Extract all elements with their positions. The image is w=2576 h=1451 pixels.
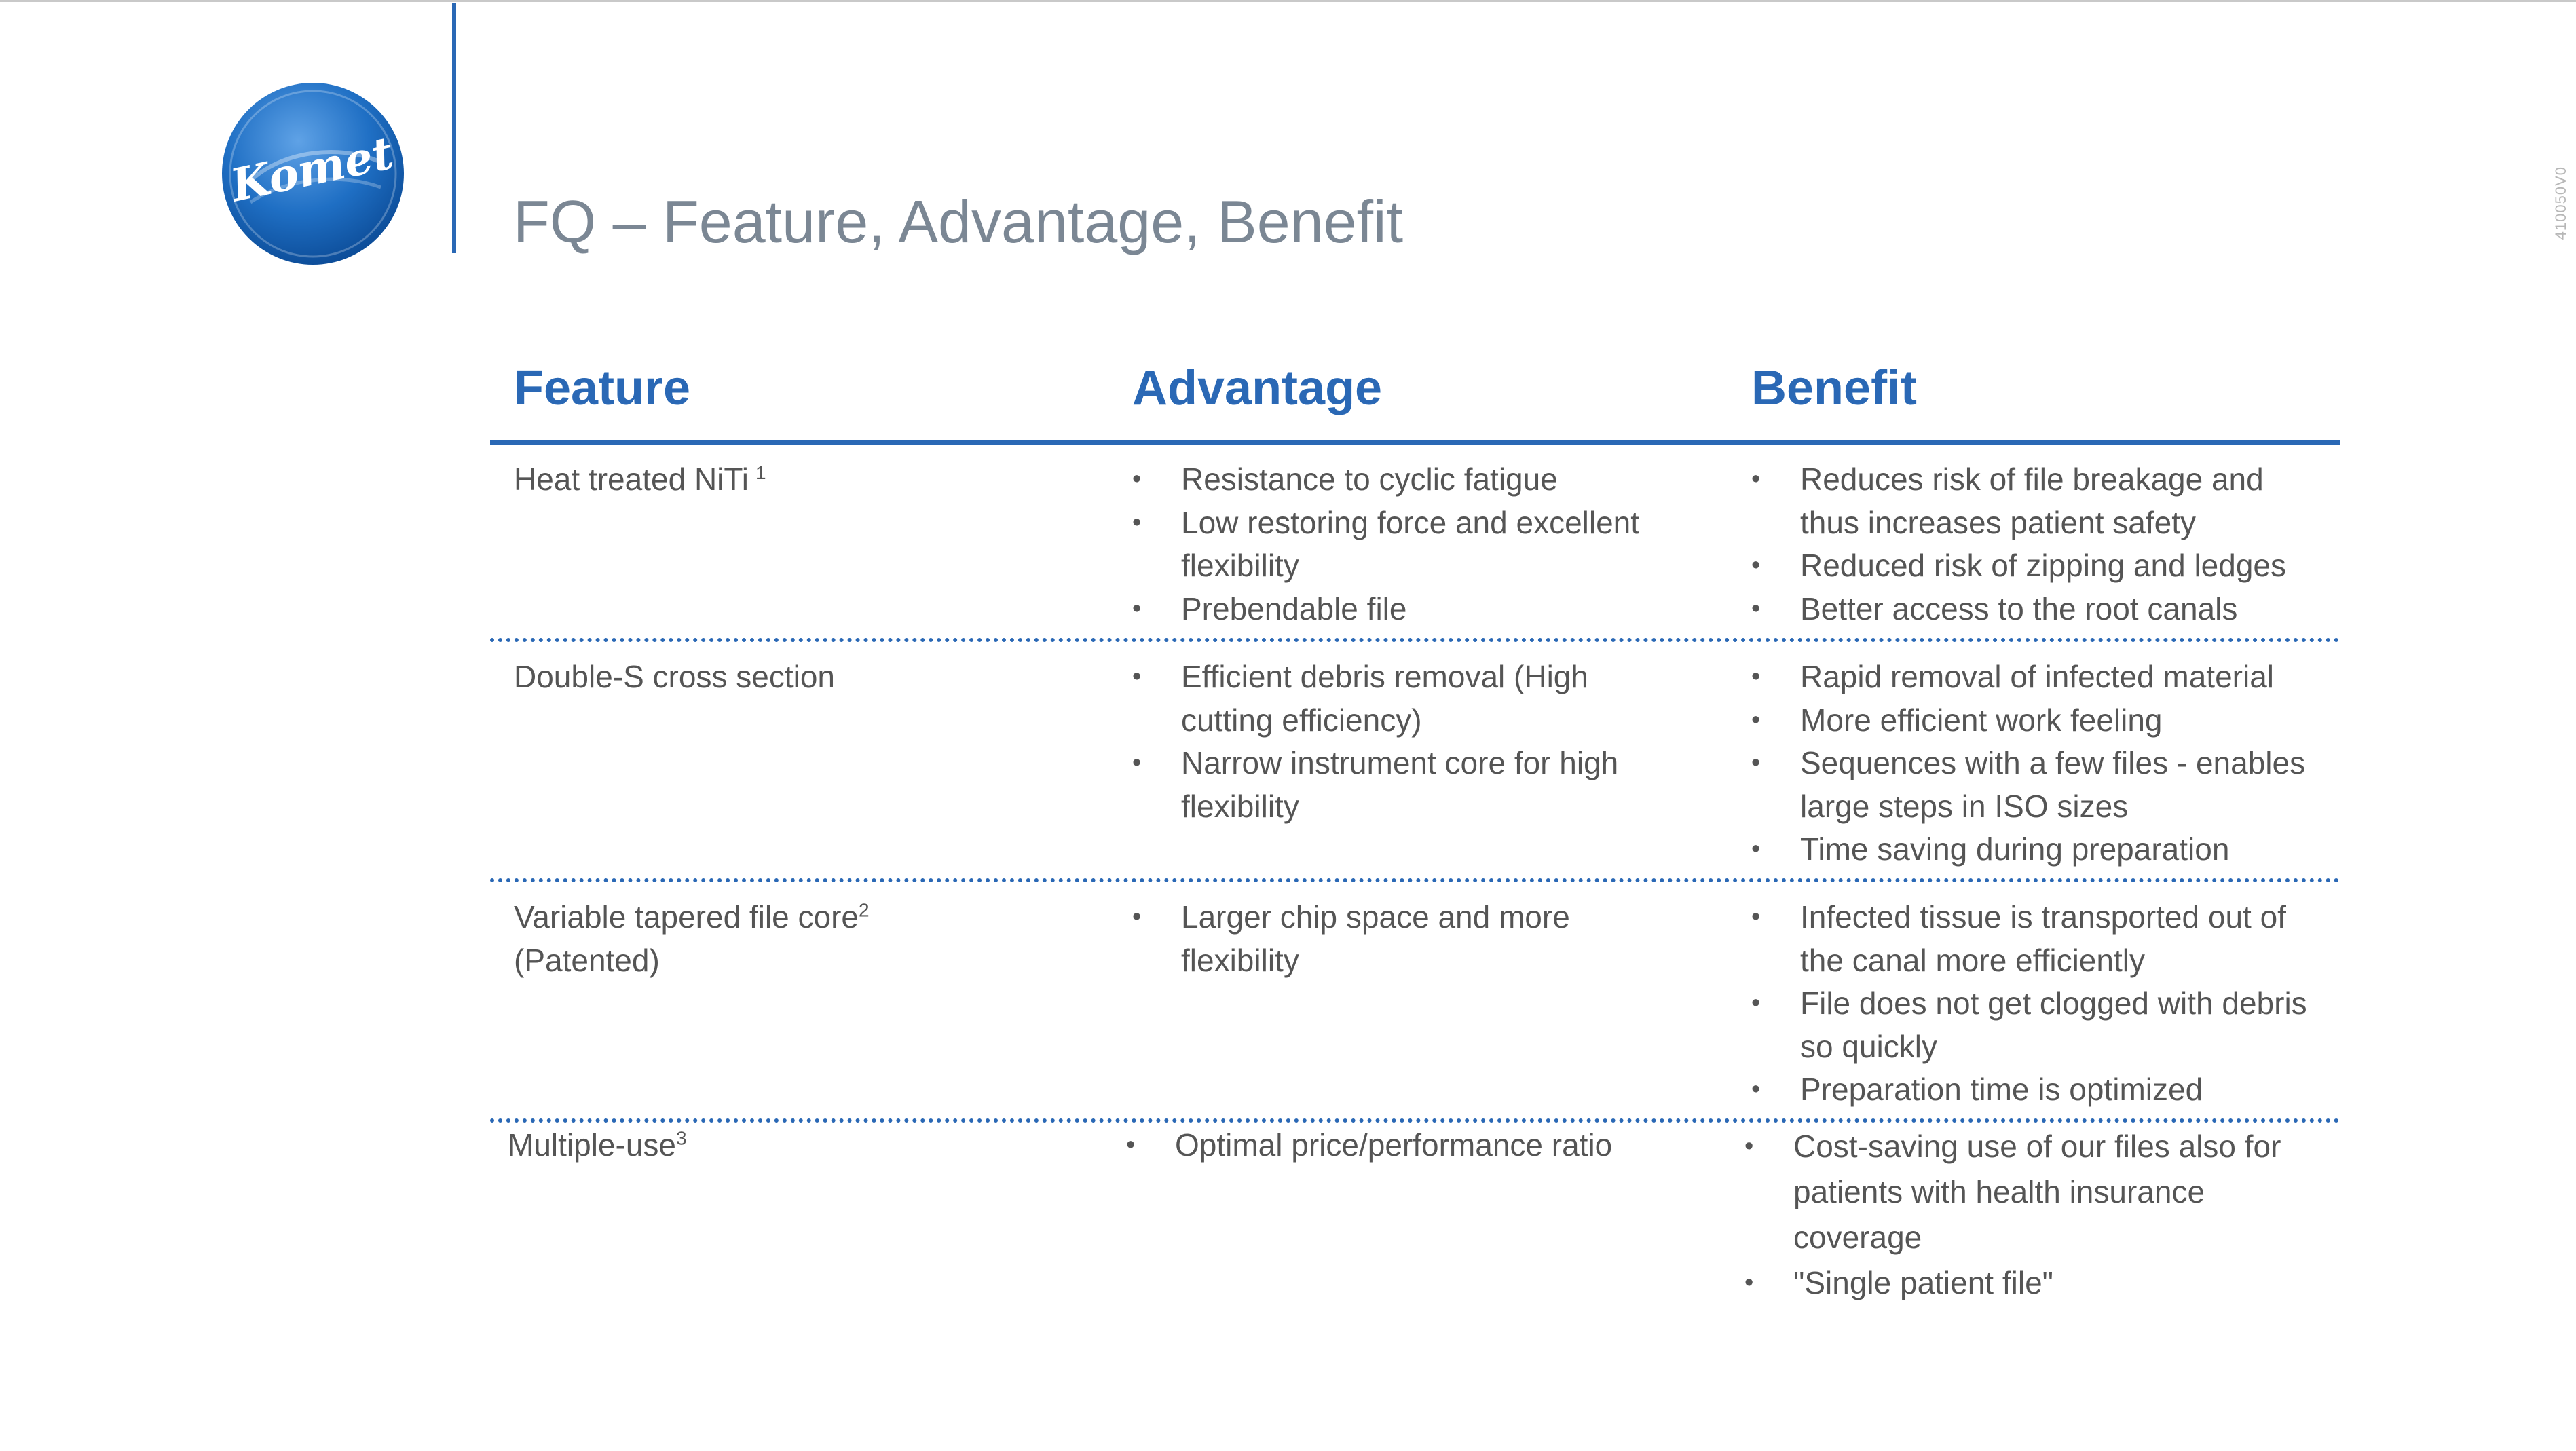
feature-cell [508, 1124, 1105, 1167]
list-item: • Infected tissue is transported out of the canal more efficiently [1751, 899, 2286, 978]
list-item: • Reduces risk of file breakage and thus increases patient safety [1751, 461, 2264, 540]
feature-text: Heat treated NiTi [514, 461, 749, 497]
list-item: • Preparation time is optimized [1751, 1072, 2203, 1107]
feature-cell [514, 896, 1111, 982]
list-item: • Time saving during preparation [1751, 831, 2230, 867]
list-item: • Efficient debris removal (High cutting efficiency) [1132, 659, 1588, 738]
table-row [490, 882, 2340, 1123]
list-item: • Sequences with a few files - enables large steps in ISO sizes [1751, 745, 2306, 824]
list-item: • Narrow instrument core for high flexibility [1132, 745, 1619, 824]
table-row [490, 642, 2340, 882]
footnote-marker: 2 [859, 899, 870, 921]
feature-text: Multiple-use [508, 1127, 676, 1163]
footnote-marker: 1 [755, 461, 766, 483]
advantage-cell [1126, 1124, 1703, 1167]
benefit-cell [1751, 458, 2328, 630]
advantage-cell [1132, 656, 1675, 828]
list-item: • More efficient work feeling [1751, 702, 2163, 738]
top-rule [0, 0, 2576, 2]
side-code: 410050V0 [2552, 166, 2569, 240]
benefit-cell [1751, 656, 2328, 871]
column-header-advantage: Advantage [1132, 361, 1383, 415]
svg-text:Komet: Komet [225, 126, 398, 212]
fab-table [490, 339, 2340, 1340]
table-row [490, 445, 2340, 642]
feature-note: (Patented) [514, 942, 660, 978]
advantage-cell [1132, 896, 1621, 982]
feature-text: Variable tapered file core [514, 899, 859, 935]
list-item: • Cost-saving use of our files also for patients with health insurance coverage [1744, 1129, 2281, 1255]
list-item: • Optimal price/performance ratio [1126, 1127, 1613, 1163]
benefit-cell [1744, 1124, 2294, 1306]
list-item: • File does not get clogged with debris so quickly [1751, 985, 2307, 1064]
table-row [490, 1123, 2340, 1340]
list-item: • Rapid removal of infected material [1751, 659, 2274, 694]
benefit-cell [1751, 896, 2328, 1112]
list-item: • "Single patient file" [1744, 1265, 2054, 1300]
footnote-marker: 3 [676, 1127, 687, 1149]
list-item: • Low restoring force and excellent flexibility [1132, 504, 1640, 583]
advantage-cell [1132, 458, 1709, 630]
komet-logo [221, 81, 405, 266]
column-header-feature: Feature [514, 361, 691, 415]
list-item: • Better access to the root canals [1751, 590, 2238, 626]
feature-text: Double-S cross section [514, 659, 835, 694]
list-item: • Prebendable file [1132, 590, 1407, 626]
table-header [490, 339, 2340, 445]
feature-cell [514, 656, 1111, 699]
feature-cell [514, 458, 1111, 502]
page-title: FQ – Feature, Advantage, Benefit [513, 188, 1404, 255]
list-item: • Reduced risk of zipping and ledges [1751, 548, 2287, 583]
header-divider [452, 3, 456, 253]
list-item: • Larger chip space and more flexibility [1132, 899, 1570, 978]
column-header-benefit: Benefit [1751, 361, 1918, 415]
list-item: • Resistance to cyclic fatigue [1132, 461, 1558, 497]
